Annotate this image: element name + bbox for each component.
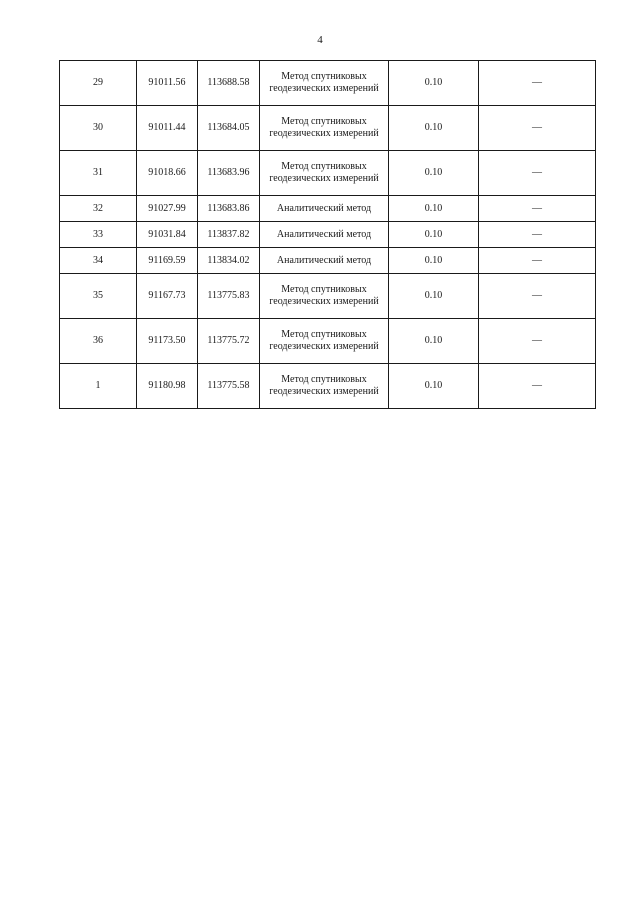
- y-coordinate-cell: 113837.82: [198, 222, 260, 248]
- x-coordinate-cell: 91173.50: [137, 319, 198, 364]
- y-coordinate-cell: 113688.58: [198, 61, 260, 106]
- note-cell: —: [479, 319, 596, 364]
- accuracy-cell: 0.10: [389, 364, 479, 409]
- note-cell: —: [479, 106, 596, 151]
- x-coordinate-cell: 91167.73: [137, 274, 198, 319]
- table-row: [60, 222, 596, 248]
- point-number-cell: 1: [60, 364, 137, 409]
- x-coordinate-cell: 91031.84: [137, 222, 198, 248]
- note-cell: —: [479, 196, 596, 222]
- method-cell: Метод спутниковых геодезических измерений: [260, 151, 389, 196]
- accuracy-cell: 0.10: [389, 106, 479, 151]
- table-row: [60, 364, 596, 409]
- note-cell: —: [479, 364, 596, 409]
- y-coordinate-cell: 113834.02: [198, 248, 260, 274]
- y-coordinate-cell: 113684.05: [198, 106, 260, 151]
- method-cell: Метод спутниковых геодезических измерений: [260, 319, 389, 364]
- point-number-cell: 33: [60, 222, 137, 248]
- accuracy-cell: 0.10: [389, 319, 479, 364]
- table-row: [60, 274, 596, 319]
- table-row: [60, 196, 596, 222]
- coordinates-table: [59, 60, 596, 409]
- y-coordinate-cell: 113775.58: [198, 364, 260, 409]
- accuracy-cell: 0.10: [389, 274, 479, 319]
- accuracy-cell: 0.10: [389, 248, 479, 274]
- x-coordinate-cell: 91027.99: [137, 196, 198, 222]
- y-coordinate-cell: 113683.86: [198, 196, 260, 222]
- x-coordinate-cell: 91180.98: [137, 364, 198, 409]
- point-number-cell: 34: [60, 248, 137, 274]
- table-row: [60, 61, 596, 106]
- method-cell: Аналитический метод: [260, 222, 389, 248]
- x-coordinate-cell: 91011.56: [137, 61, 198, 106]
- point-number-cell: 32: [60, 196, 137, 222]
- note-cell: —: [479, 151, 596, 196]
- x-coordinate-cell: 91169.59: [137, 248, 198, 274]
- method-cell: Аналитический метод: [260, 196, 389, 222]
- table-row: [60, 248, 596, 274]
- method-cell: Метод спутниковых геодезических измерений: [260, 106, 389, 151]
- point-number-cell: 30: [60, 106, 137, 151]
- point-number-cell: 29: [60, 61, 137, 106]
- note-cell: —: [479, 222, 596, 248]
- note-cell: —: [479, 61, 596, 106]
- y-coordinate-cell: 113683.96: [198, 151, 260, 196]
- method-cell: Метод спутниковых геодезических измерений: [260, 364, 389, 409]
- page-number: 4: [317, 34, 323, 46]
- method-cell: Метод спутниковых геодезических измерений: [260, 61, 389, 106]
- note-cell: —: [479, 274, 596, 319]
- accuracy-cell: 0.10: [389, 151, 479, 196]
- table-row: [60, 151, 596, 196]
- x-coordinate-cell: 91018.66: [137, 151, 198, 196]
- accuracy-cell: 0.10: [389, 196, 479, 222]
- accuracy-cell: 0.10: [389, 61, 479, 106]
- accuracy-cell: 0.10: [389, 222, 479, 248]
- table-row: [60, 106, 596, 151]
- point-number-cell: 36: [60, 319, 137, 364]
- y-coordinate-cell: 113775.83: [198, 274, 260, 319]
- method-cell: Аналитический метод: [260, 248, 389, 274]
- point-number-cell: 31: [60, 151, 137, 196]
- note-cell: —: [479, 248, 596, 274]
- method-cell: Метод спутниковых геодезических измерений: [260, 274, 389, 319]
- table-row: [60, 319, 596, 364]
- x-coordinate-cell: 91011.44: [137, 106, 198, 151]
- point-number-cell: 35: [60, 274, 137, 319]
- y-coordinate-cell: 113775.72: [198, 319, 260, 364]
